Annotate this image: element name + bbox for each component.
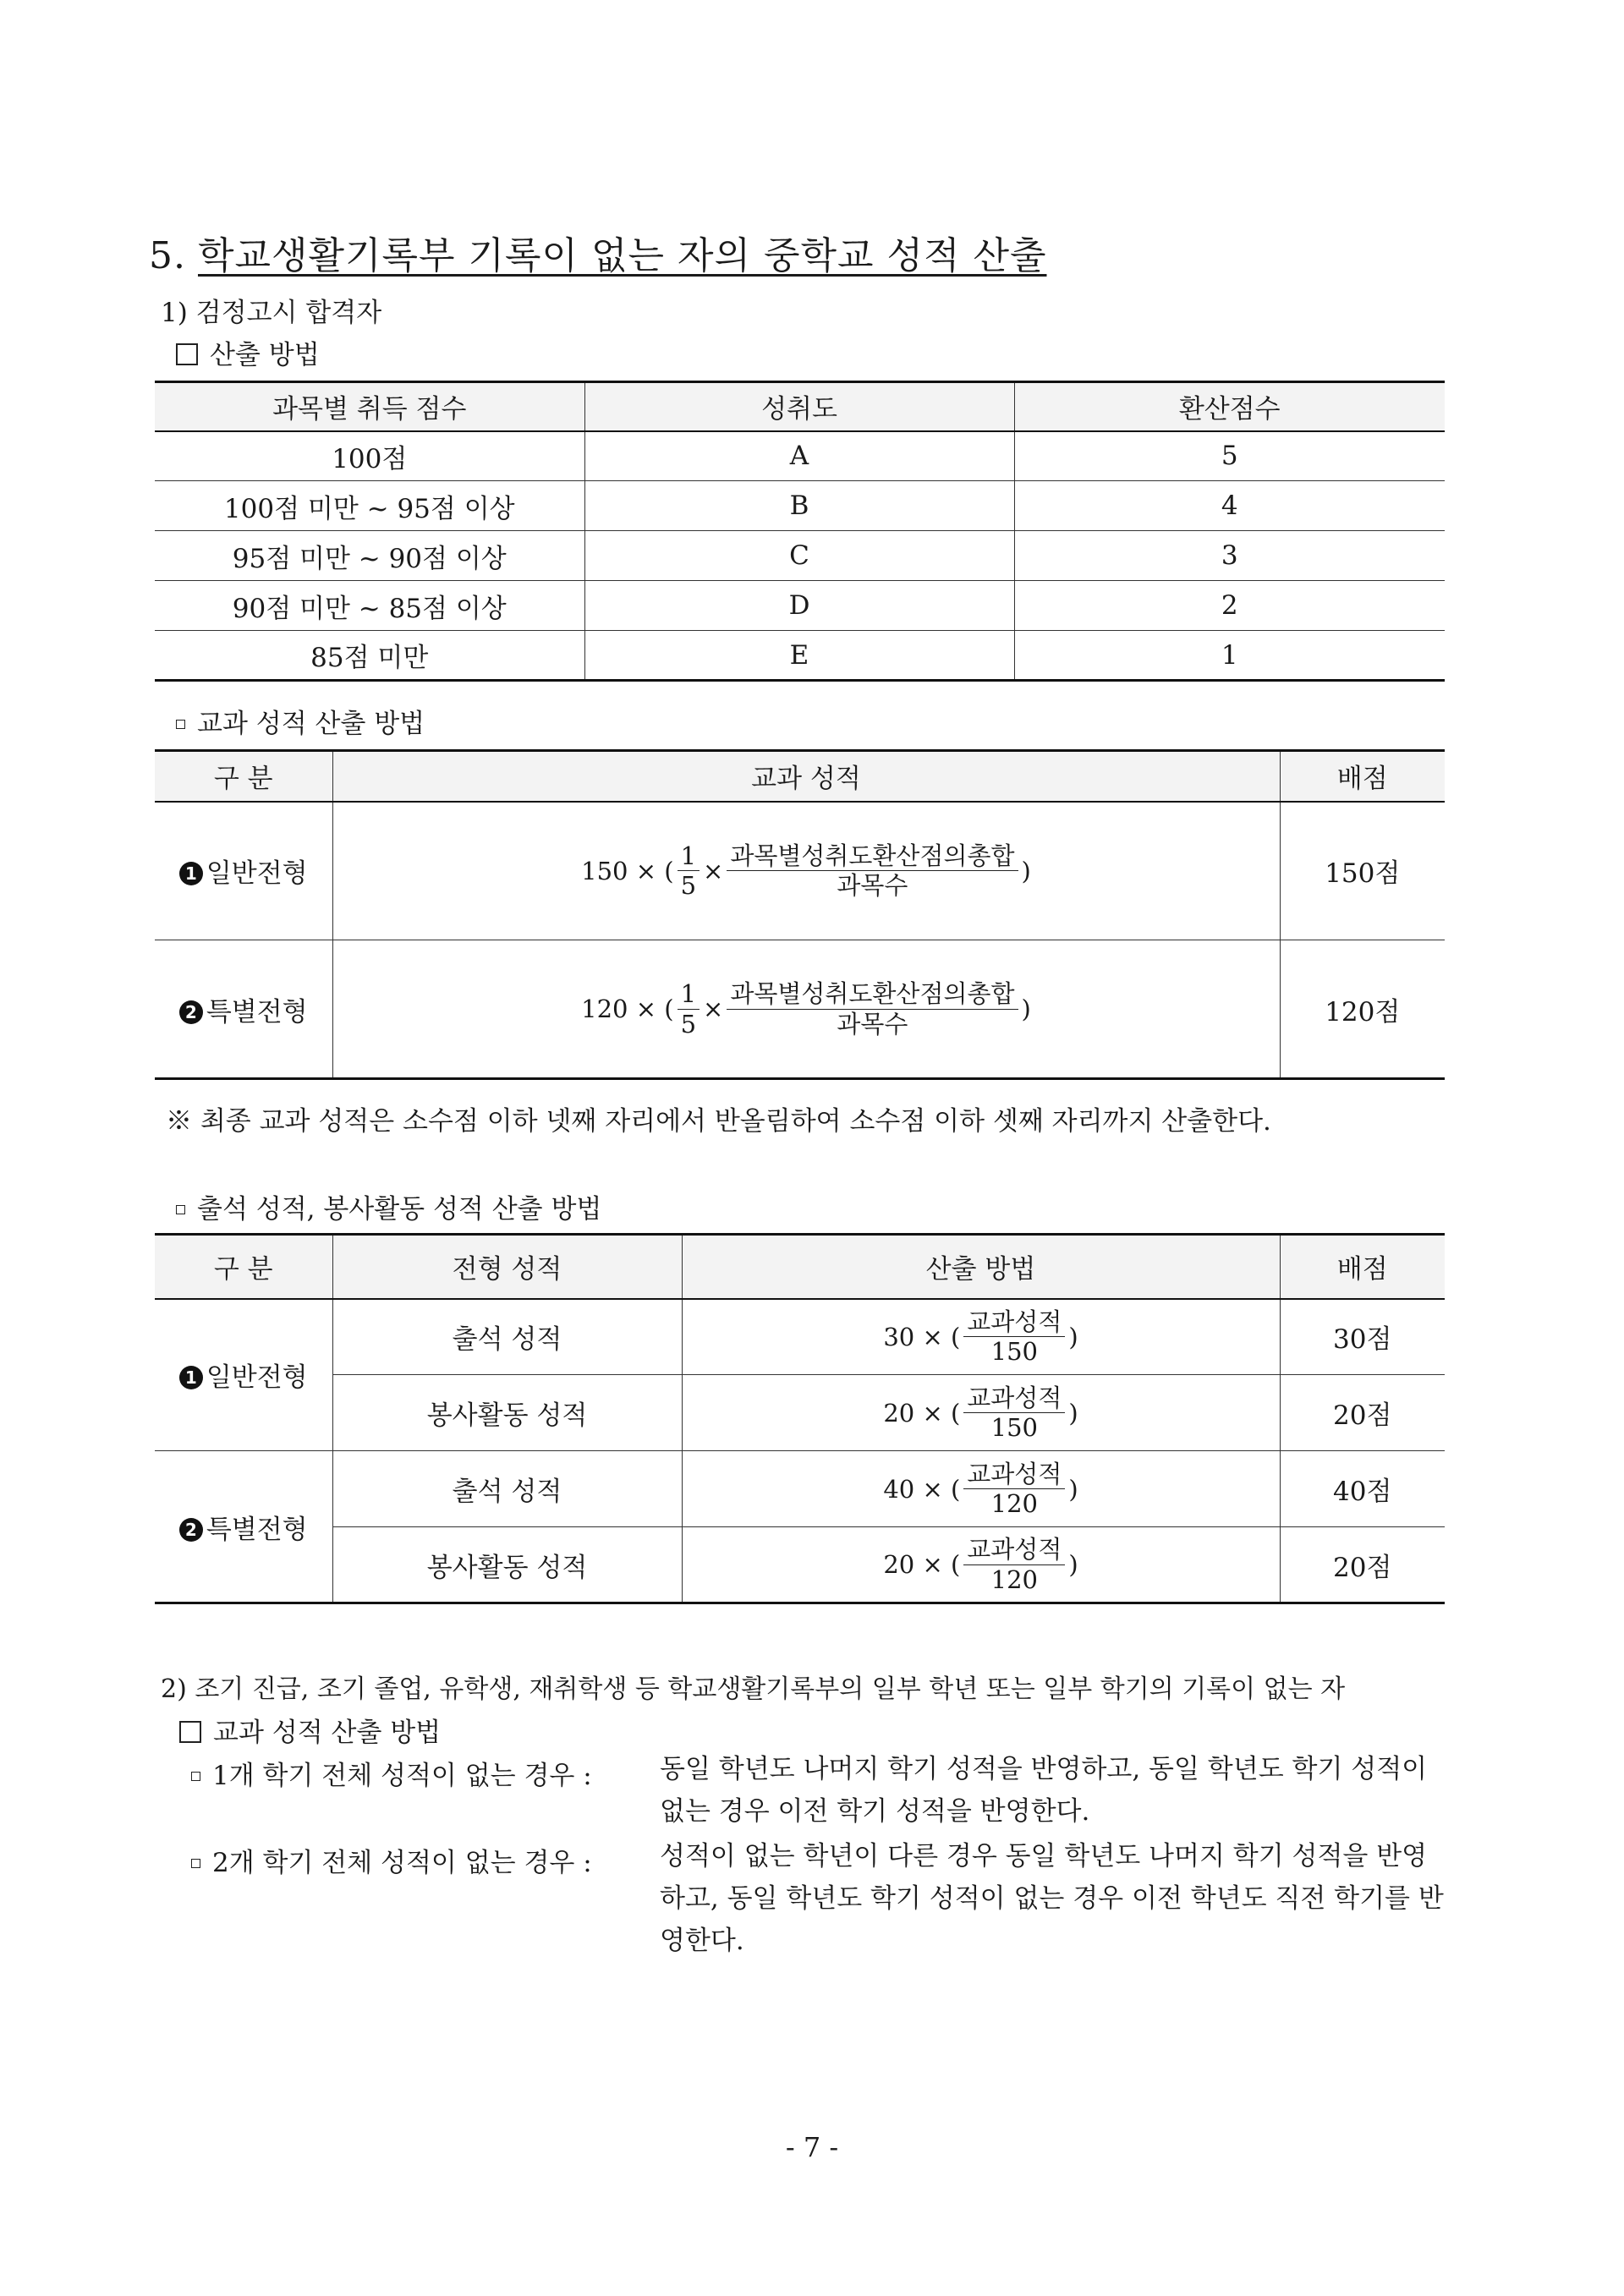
denominator: 5 [680, 871, 697, 901]
table-cell: 100점 [155, 431, 584, 481]
denominator: 150 [990, 1337, 1038, 1367]
checkbox-square-icon [179, 1721, 201, 1743]
close-paren: ) [1021, 995, 1031, 1023]
score-name-cell: 출석 성적 [332, 1299, 682, 1375]
col-header: 성취도 [584, 382, 1014, 431]
numerator: 1 [678, 843, 700, 871]
fraction [678, 843, 700, 899]
formula [883, 1385, 1078, 1441]
table-row [155, 631, 1445, 681]
points-cell: 20점 [1280, 1375, 1445, 1451]
formula-cell [682, 1451, 1280, 1527]
times-sign: × [703, 856, 724, 885]
table-cell: 4 [1014, 481, 1445, 531]
table-row [155, 531, 1445, 581]
col-header: 배점 [1280, 751, 1445, 802]
table-cell: E [584, 631, 1014, 681]
close-paren: ) [1068, 1398, 1078, 1427]
col-header: 환산점수 [1014, 382, 1445, 431]
formula-cell [682, 1527, 1280, 1603]
points-cell: 150점 [1280, 802, 1445, 940]
numerator: 1 [678, 981, 700, 1009]
formula-coef: 20 × ( [883, 1398, 961, 1427]
col-header: 구 분 [155, 1235, 332, 1299]
formula [883, 1461, 1078, 1517]
case1-label: 1개 학기 전체 성적이 없는 경우 : [212, 1761, 592, 1791]
rounding-note: ※ 최종 교과 성적은 소수점 이하 넷째 자리에서 반올림하여 소수점 이하 셋째 자리까지 산출한다. [166, 1106, 1271, 1137]
checkbox-square-icon [176, 343, 198, 365]
bullet-square-icon [176, 1205, 185, 1214]
table-row [155, 1299, 1445, 1375]
table-row [155, 431, 1445, 481]
denominator: 150 [990, 1413, 1038, 1442]
denominator: 120 [990, 1489, 1038, 1518]
col-header: 구 분 [155, 751, 332, 802]
score-name-cell: 봉사활동 성적 [332, 1375, 682, 1451]
section-number: 5. [149, 234, 186, 277]
fraction [963, 1461, 1065, 1517]
denominator: 과목수 [837, 1009, 908, 1038]
fraction [963, 1309, 1065, 1365]
fraction [678, 981, 700, 1037]
attendance-heading: 출석 성적, 봉사활동 성적 산출 방법 [197, 1194, 602, 1225]
section-title [149, 225, 1046, 279]
type-label: 특별전형 [206, 996, 308, 1027]
attendance-heading-row [176, 1187, 601, 1225]
table-row [155, 481, 1445, 531]
number-2-badge-icon: 2 [179, 1000, 203, 1024]
denominator: 120 [990, 1564, 1038, 1594]
case2-text: 성적이 없는 학년이 다른 경우 동일 학년도 나머지 학기 성적을 반영하고, 동일 학년도 학기 성적이 없는 경우 이전 학년도 직전 학기를 반영한다. [660, 1841, 1444, 1956]
formula-coef: 20 × ( [883, 1550, 961, 1579]
score-name-cell: 봉사활동 성적 [332, 1527, 682, 1603]
formula [883, 1537, 1078, 1592]
table-row [155, 581, 1445, 631]
close-paren: ) [1068, 1550, 1078, 1579]
type-cell [155, 802, 332, 940]
table-cell: 85점 미만 [155, 631, 584, 681]
col-header: 전형 성적 [332, 1235, 682, 1299]
score-name-cell: 출석 성적 [332, 1451, 682, 1527]
part2-subheading: 교과 성적 산출 방법 [213, 1718, 442, 1748]
col-header: 교과 성적 [332, 751, 1280, 802]
score-conversion-table [155, 381, 1445, 682]
col-header: 과목별 취득 점수 [155, 382, 584, 431]
fraction [727, 843, 1018, 899]
case2-label: 2개 학기 전체 성적이 없는 경우 : [212, 1848, 592, 1878]
points-cell: 20점 [1280, 1527, 1445, 1603]
case1-text: 동일 학년도 나머지 학기 성적을 반영하고, 동일 학년도 학기 성적이 없는 경우 이전 학기 성적을 반영한다. [660, 1754, 1428, 1827]
table-cell: C [584, 531, 1014, 581]
close-paren: ) [1068, 1322, 1078, 1351]
table-row [155, 940, 1445, 1079]
table-row [155, 802, 1445, 940]
table-cell: 90점 미만 ~ 85점 이상 [155, 581, 584, 631]
close-paren: ) [1068, 1474, 1078, 1504]
number-1-badge-icon: 1 [179, 862, 203, 885]
section-title-text: 학교생활기록부 기록이 없는 자의 중학교 성적 산출 [197, 234, 1047, 277]
formula-coef: 40 × ( [883, 1474, 961, 1504]
times-sign: × [703, 995, 724, 1023]
part2-subheading-row [179, 1711, 441, 1749]
formula-coef: 120 × ( [581, 995, 674, 1023]
type-cell [155, 1451, 332, 1603]
numerator: 교과성적 [963, 1385, 1065, 1413]
numerator: 교과성적 [963, 1309, 1065, 1337]
table-cell: 1 [1014, 631, 1445, 681]
part1-subheading: 산출 방법 [210, 340, 320, 370]
type-label: 일반전형 [206, 858, 308, 890]
points-cell: 40점 [1280, 1451, 1445, 1527]
bullet-square-icon [191, 1859, 200, 1868]
formula [581, 843, 1031, 899]
fraction [963, 1537, 1065, 1592]
type-label: 일반전형 [206, 1362, 308, 1394]
points-cell: 30점 [1280, 1299, 1445, 1375]
denominator: 5 [680, 1009, 697, 1038]
part1-heading: 1) 검정고시 합격자 [161, 298, 382, 328]
table-cell: B [584, 481, 1014, 531]
part2-heading: 2) 조기 진급, 조기 졸업, 유학생, 재취학생 등 학교생활기록부의 일부 학년 또는 일부 학기의 기록이 없는 자 [161, 1674, 1346, 1704]
subject-heading: 교과 성적 산출 방법 [197, 709, 425, 739]
part1-subheading-row [176, 333, 320, 371]
table-row [155, 1375, 1445, 1451]
formula-coef: 30 × ( [883, 1322, 961, 1351]
fraction [727, 981, 1018, 1037]
table-row [155, 1451, 1445, 1527]
points-cell: 120점 [1280, 940, 1445, 1079]
type-cell [155, 1299, 332, 1451]
col-header: 산출 방법 [682, 1235, 1280, 1299]
numerator: 교과성적 [963, 1537, 1065, 1564]
type-cell [155, 940, 332, 1079]
formula-coef: 150 × ( [581, 856, 674, 885]
numerator: 교과성적 [963, 1461, 1065, 1489]
table-row [155, 1527, 1445, 1603]
subject-heading-row [176, 702, 425, 740]
table-cell: D [584, 581, 1014, 631]
table-cell: 100점 미만 ~ 95점 이상 [155, 481, 584, 531]
table-cell: 2 [1014, 581, 1445, 631]
table-cell: 95점 미만 ~ 90점 이상 [155, 531, 584, 581]
numerator: 과목별성취도환산점의총합 [727, 981, 1018, 1009]
close-paren: ) [1021, 856, 1031, 885]
type-label: 특별전형 [206, 1514, 308, 1545]
numerator: 과목별성취도환산점의총합 [727, 843, 1018, 871]
denominator: 과목수 [837, 871, 908, 901]
number-2-badge-icon: 2 [179, 1518, 203, 1542]
formula-cell [682, 1299, 1280, 1375]
table-cell: 3 [1014, 531, 1445, 581]
formula-cell [332, 940, 1280, 1079]
formula-cell [682, 1375, 1280, 1451]
bullet-square-icon [176, 720, 185, 729]
number-1-badge-icon: 1 [179, 1366, 203, 1389]
formula [883, 1309, 1078, 1365]
formula-cell [332, 802, 1280, 940]
bullet-square-icon [191, 1772, 200, 1781]
attendance-volunteer-table [155, 1233, 1445, 1604]
case2-label-row [191, 1841, 592, 1879]
case1-label-row [191, 1754, 592, 1792]
formula [581, 981, 1031, 1037]
subject-score-table [155, 749, 1445, 1080]
table-cell: A [584, 431, 1014, 481]
page-number: - 7 - [785, 2131, 839, 2163]
col-header: 배점 [1280, 1235, 1445, 1299]
table-cell: 5 [1014, 431, 1445, 481]
fraction [963, 1385, 1065, 1441]
